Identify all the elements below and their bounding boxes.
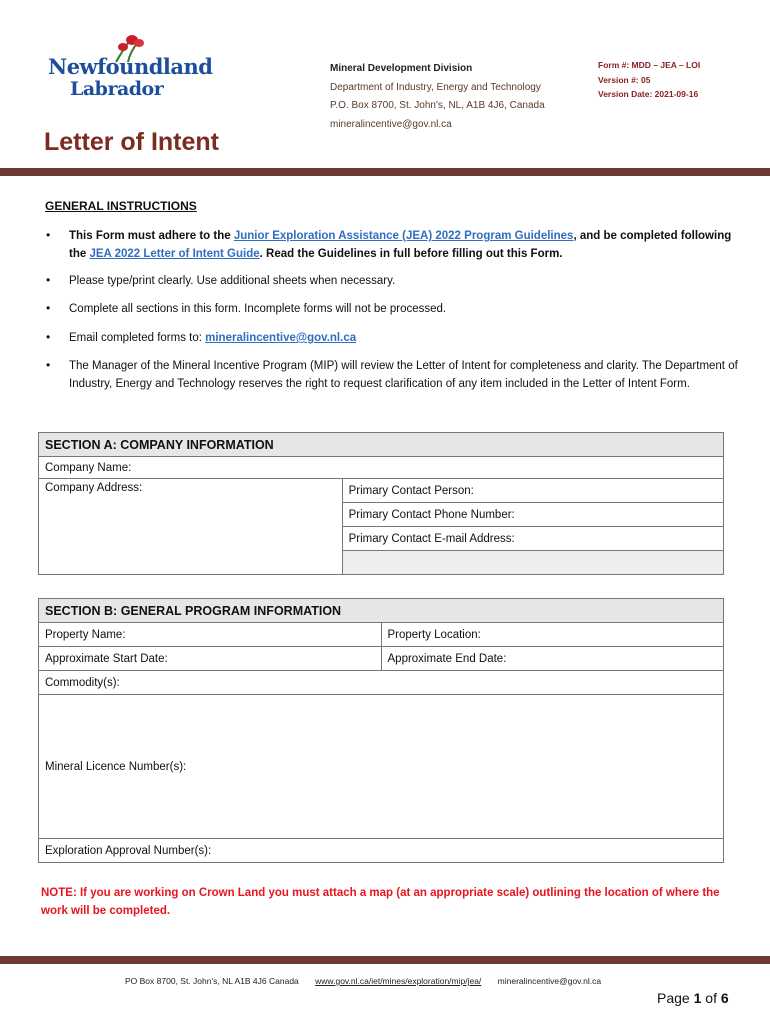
page-title: Letter of Intent <box>44 128 219 156</box>
department-block <box>330 60 545 134</box>
property-location-field[interactable]: Property Location: <box>381 623 724 647</box>
form-number: Form #: MDD – JEA – LOI <box>598 60 701 70</box>
crown-land-note: NOTE: If you are working on Crown Land you must attach a map (at an appropriate scale) outlining the location of where the work will be completed. <box>41 887 720 917</box>
nl-logo <box>44 34 213 106</box>
instruction-2: Please type/print clearly. Use additional sheets when necessary. <box>69 275 396 287</box>
division-name: Mineral Development Division <box>330 63 473 74</box>
email-link[interactable]: mineralincentive@gov.nl.ca <box>205 332 357 344</box>
instruction-4: Email completed forms to: mineralincentive@gov.nl.ca <box>69 332 357 344</box>
company-name-field[interactable]: Company Name: <box>39 457 724 479</box>
department-address: P.O. Box 8700, St. John's, NL, A1B 4J6, Canada <box>330 100 545 111</box>
section-a-table <box>38 432 724 575</box>
bullet: • <box>46 273 51 287</box>
bullet: • <box>46 358 51 372</box>
commodity-field[interactable]: Commodity(s): <box>39 671 724 695</box>
end-date-field[interactable]: Approximate End Date: <box>381 647 724 671</box>
section-a-heading: SECTION A: COMPANY INFORMATION <box>39 433 724 457</box>
form-info <box>598 58 700 102</box>
guidelines-link[interactable]: Junior Exploration Assistance (JEA) 2022 Program Guidelines <box>233 230 574 242</box>
approval-field[interactable]: Exploration Approval Number(s): <box>39 839 724 863</box>
footer-address: PO Box 8700, St. John's, NL A1B 4J6 Canada <box>125 976 299 986</box>
contact-email-field[interactable]: Primary Contact E-mail Address: <box>342 527 723 551</box>
licence-field[interactable]: Mineral Licence Number(s): <box>39 695 724 839</box>
property-name-field[interactable]: Property Name: <box>39 623 382 647</box>
start-date-field[interactable]: Approximate Start Date: <box>39 647 382 671</box>
instruction-3: Complete all sections in this form. Incomplete forms will not be processed. <box>69 303 447 315</box>
section-b-table <box>38 598 724 863</box>
logo-line2: Labrador <box>70 78 164 100</box>
bullet: • <box>46 301 51 315</box>
department-name: Department of Industry, Energy and Technology <box>330 81 541 93</box>
instructions-heading: GENERAL INSTRUCTIONS <box>45 199 197 213</box>
section-b-heading: SECTION B: GENERAL PROGRAM INFORMATION <box>39 599 724 623</box>
company-address-field[interactable]: Company Address: <box>39 479 343 575</box>
contact-email-input[interactable] <box>342 551 723 575</box>
instruction-5: The Manager of the Mineral Incentive Program (MIP) will review the Letter of Intent for completeness and clarity. The Department of Industry, Energy and Technology reserves the right to request clarification of any item included in the Letter of Intent Form. <box>69 360 738 390</box>
loi-guide-link[interactable]: JEA 2022 Letter of Intent Guide <box>89 248 260 260</box>
footer-url[interactable]: www.gov.nl.ca/iet/mines/exploration/mip/jea/ <box>315 976 482 986</box>
contact-phone-field[interactable]: Primary Contact Phone Number: <box>342 503 723 527</box>
contact-person-field[interactable]: Primary Contact Person: <box>342 479 723 503</box>
form-version-date: Version Date: 2021-09-16 <box>598 89 699 99</box>
footer-email: mineralincentive@gov.nl.ca <box>497 976 602 986</box>
bullet: • <box>46 228 51 242</box>
logo-line1: Newfoundland <box>48 54 213 79</box>
footer-divider <box>0 956 770 964</box>
header-divider <box>0 168 770 176</box>
page-number: Page 1 of 6 <box>657 990 729 1006</box>
bullet: • <box>46 330 51 344</box>
instruction-1: This Form must adhere to the Junior Exploration Assistance (JEA) 2022 Program Guidelines, and be completed following the JEA 2022 Letter of Intent Guide. Read the Guidelines in full before filling out this Form. <box>69 230 732 260</box>
footer <box>125 976 615 986</box>
form-version: Version #: 05 <box>598 74 651 85</box>
department-email: mineralincentive@gov.nl.ca <box>330 118 452 130</box>
